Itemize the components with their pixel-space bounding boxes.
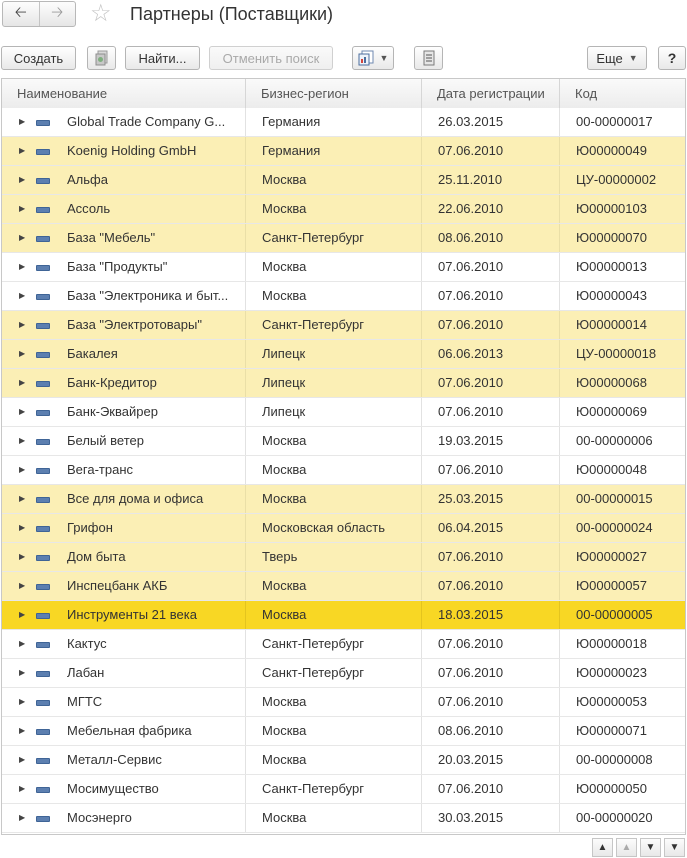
date-cell[interactable]: 08.06.2010 [421,717,559,745]
code-cell[interactable]: ЦУ-00000018 [559,340,685,368]
region-cell[interactable]: Германия [245,108,421,136]
partner-name: Koenig Holding GmbH [67,143,197,158]
code-cell[interactable]: 00-00000005 [559,601,685,629]
expand-arrow-icon[interactable]: ▶ [19,233,26,242]
partner-name: Global Trade Company G... [67,114,226,129]
catalog-item-icon [36,381,50,387]
date-cell[interactable]: 07.06.2010 [421,572,559,600]
title-bar [0,0,687,34]
table-header [2,79,685,109]
region-cell[interactable]: Липецк [245,369,421,397]
catalog-item-icon [36,671,50,677]
expand-arrow-icon[interactable]: ▶ [19,813,26,822]
table-row[interactable] [2,601,685,630]
catalog-item-icon [36,294,50,300]
navigation-buttons [2,1,76,27]
catalog-item-icon [36,323,50,329]
table-row[interactable] [2,137,685,166]
partner-name: Мосэнерго [67,810,132,825]
list-document-icon [423,50,435,66]
catalog-item-icon [36,613,50,619]
expand-arrow-icon[interactable]: ▶ [19,465,26,474]
expand-arrow-icon[interactable]: ▶ [19,291,26,300]
region-cell[interactable]: Московская область [245,514,421,542]
expand-arrow-icon[interactable]: ▶ [19,175,26,184]
name-cell[interactable] [2,630,245,658]
forward-button[interactable] [39,2,76,26]
table-row[interactable] [2,485,685,514]
catalog-item-icon [36,555,50,561]
expand-arrow-icon[interactable]: ▶ [19,204,26,213]
table-row[interactable] [2,514,685,543]
partner-name: Дом быта [67,549,126,564]
code-cell[interactable]: 00-00000017 [559,108,685,136]
date-cell[interactable]: 07.06.2010 [421,282,559,310]
code-cell[interactable]: ЦУ-00000002 [559,166,685,194]
table-row[interactable] [2,630,685,659]
code-cell[interactable]: Ю00000057 [559,572,685,600]
arrow-right-icon: 🡢 [51,3,64,21]
cancel-search-button[interactable]: Отменить поиск [209,46,333,70]
expand-arrow-icon[interactable]: ▶ [19,378,26,387]
catalog-item-icon [36,642,50,648]
code-cell[interactable]: Ю00000053 [559,688,685,716]
partner-name: Вега-транс [67,462,134,477]
catalog-item-icon [36,120,50,126]
region-cell[interactable]: Санкт-Петербург [245,775,421,803]
table-row[interactable] [2,282,685,311]
region-cell[interactable]: Санкт-Петербург [245,630,421,658]
name-cell[interactable] [2,775,245,803]
code-cell[interactable]: Ю00000013 [559,253,685,281]
region-cell[interactable]: Германия [245,137,421,165]
date-cell[interactable]: 06.06.2013 [421,340,559,368]
table-row[interactable] [2,775,685,804]
partners-table [1,78,686,835]
copy-document-icon [95,50,109,66]
code-cell[interactable]: 00-00000006 [559,427,685,455]
expand-arrow-icon[interactable]: ▶ [19,407,26,416]
region-cell[interactable]: Москва [245,804,421,832]
code-cell[interactable]: Ю00000027 [559,543,685,571]
help-button[interactable]: ? [658,46,686,70]
code-cell[interactable]: Ю00000014 [559,311,685,339]
expand-arrow-icon[interactable]: ▶ [19,494,26,503]
region-cell[interactable]: Москва [245,601,421,629]
expand-arrow-icon[interactable]: ▶ [19,349,26,358]
date-cell[interactable]: 07.06.2010 [421,137,559,165]
name-cell[interactable] [2,688,245,716]
name-cell[interactable] [2,659,245,687]
partner-name: База "Продукты" [67,259,168,274]
region-cell[interactable]: Москва [245,427,421,455]
copy-button[interactable] [87,46,116,70]
code-cell[interactable]: Ю00000103 [559,195,685,223]
date-cell[interactable]: 22.06.2010 [421,195,559,223]
region-cell[interactable]: Тверь [245,543,421,571]
code-cell[interactable]: Ю00000069 [559,398,685,426]
partner-name: База "Электроника и быт... [67,288,229,303]
table-row[interactable] [2,166,685,195]
expand-arrow-icon[interactable]: ▶ [19,726,26,735]
code-cell[interactable]: 00-00000015 [559,485,685,513]
table-row[interactable] [2,340,685,369]
catalog-item-icon [36,265,50,271]
code-cell[interactable]: Ю00000070 [559,224,685,252]
create-button[interactable]: Создать [1,46,76,70]
partner-name: Белый ветер [67,433,144,448]
column-header-region[interactable]: Бизнес-регион [245,79,421,108]
arrow-up-icon: ▲ [621,842,632,853]
table-row[interactable] [2,108,685,137]
catalog-item-icon [36,816,50,822]
catalog-item-icon [36,468,50,474]
catalog-item-icon [36,352,50,358]
date-cell[interactable]: 06.04.2015 [421,514,559,542]
page-title: Партнеры (Поставщики) [130,4,334,24]
partner-name: База "Мебель" [67,230,156,245]
partner-name: Банк-Эквайрер [67,404,158,419]
name-cell[interactable] [2,398,245,426]
region-cell[interactable]: Москва [245,166,421,194]
table-row[interactable] [2,659,685,688]
expand-arrow-icon[interactable]: ▶ [19,639,26,648]
date-cell[interactable]: 19.03.2015 [421,427,559,455]
name-cell[interactable] [2,427,245,455]
toolbar [0,46,687,72]
expand-arrow-icon[interactable]: ▶ [19,610,26,619]
date-cell[interactable]: 25.11.2010 [421,166,559,194]
catalog-item-icon [36,178,50,184]
chevron-down-icon: ▼ [379,53,389,63]
table-row[interactable] [2,543,685,572]
date-cell[interactable]: 07.06.2010 [421,659,559,687]
expand-arrow-icon[interactable]: ▶ [19,146,26,155]
code-cell[interactable]: Ю00000049 [559,137,685,165]
table-row[interactable] [2,717,685,746]
table-row[interactable] [2,224,685,253]
date-cell[interactable]: 07.06.2010 [421,775,559,803]
code-cell[interactable]: Ю00000018 [559,630,685,658]
date-cell[interactable]: 18.03.2015 [421,601,559,629]
date-cell[interactable]: 30.03.2015 [421,804,559,832]
partner-name: Банк-Кредитор [67,375,157,390]
code-cell[interactable]: Ю00000023 [559,659,685,687]
table-row[interactable] [2,253,685,282]
name-cell[interactable] [2,253,245,281]
table-row[interactable] [2,746,685,775]
expand-arrow-icon[interactable]: ▶ [19,523,26,532]
scroll-to-top-button[interactable] [592,838,613,857]
expand-arrow-icon[interactable]: ▶ [19,668,26,677]
name-cell[interactable] [2,311,245,339]
date-cell[interactable]: 25.03.2015 [421,485,559,513]
expand-arrow-icon[interactable]: ▶ [19,552,26,561]
table-row[interactable] [2,456,685,485]
scroll-down-button[interactable] [640,838,661,857]
name-cell[interactable] [2,137,245,165]
catalog-item-icon [36,410,50,416]
catalog-item-icon [36,787,50,793]
region-cell[interactable]: Санкт-Петербург [245,659,421,687]
name-cell[interactable] [2,456,245,484]
table-row[interactable] [2,369,685,398]
region-cell[interactable]: Санкт-Петербург [245,311,421,339]
date-cell[interactable]: 08.06.2010 [421,224,559,252]
partner-name: Грифон [67,520,113,535]
expand-arrow-icon[interactable]: ▶ [19,755,26,764]
code-cell[interactable]: 00-00000024 [559,514,685,542]
partner-name: Мосимущество [67,781,159,796]
region-cell[interactable]: Москва [245,282,421,310]
table-row[interactable] [2,688,685,717]
region-cell[interactable]: Москва [245,456,421,484]
table-row[interactable] [2,398,685,427]
scroll-to-bottom-button[interactable] [664,838,685,857]
expand-arrow-icon[interactable]: ▶ [19,320,26,329]
find-button[interactable]: Найти... [125,46,200,70]
reports-icon [358,50,374,66]
code-cell[interactable]: Ю00000048 [559,456,685,484]
column-header-date[interactable]: Дата регистрации [421,79,559,108]
column-header-code[interactable]: Код [559,79,685,108]
region-cell[interactable]: Москва [245,253,421,281]
name-cell[interactable] [2,804,245,832]
region-cell[interactable]: Москва [245,717,421,745]
partner-name: Альфа [67,172,108,187]
date-cell[interactable]: 07.06.2010 [421,543,559,571]
partner-name: Бакалея [67,346,118,361]
date-cell[interactable]: 07.06.2010 [421,398,559,426]
column-header-name[interactable]: Наименование [17,86,108,101]
name-cell[interactable] [2,543,245,571]
catalog-item-icon [36,729,50,735]
table-row[interactable] [2,311,685,340]
partner-name: База "Электротовары" [67,317,202,332]
scroll-top-icon: ▲ [597,842,608,853]
date-cell[interactable]: 26.03.2015 [421,108,559,136]
code-cell[interactable]: 00-00000008 [559,746,685,774]
expand-arrow-icon[interactable]: ▶ [19,697,26,706]
region-cell[interactable]: Москва [245,688,421,716]
catalog-item-icon [36,236,50,242]
table-row[interactable] [2,427,685,456]
region-cell[interactable]: Москва [245,572,421,600]
region-cell[interactable]: Липецк [245,398,421,426]
date-cell[interactable]: 07.06.2010 [421,253,559,281]
date-cell[interactable]: 20.03.2015 [421,746,559,774]
partner-name: Металл-Сервис [67,752,162,767]
code-cell[interactable]: Ю00000071 [559,717,685,745]
partner-name: Ассоль [67,201,111,216]
name-cell[interactable] [2,282,245,310]
date-cell[interactable]: 07.06.2010 [421,311,559,339]
region-cell[interactable]: Москва [245,195,421,223]
chevron-down-icon: ▼ [628,53,638,63]
scroll-up-button[interactable] [616,838,637,857]
partner-name: Инспецбанк АКБ [67,578,168,593]
catalog-item-icon [36,758,50,764]
scroll-bottom-icon: ▼ [669,842,680,853]
expand-arrow-icon[interactable]: ▶ [19,784,26,793]
arrow-down-icon: ▼ [645,842,656,853]
code-cell[interactable]: Ю00000050 [559,775,685,803]
region-cell[interactable]: Липецк [245,340,421,368]
date-cell[interactable]: 07.06.2010 [421,630,559,658]
region-cell[interactable]: Москва [245,746,421,774]
name-cell[interactable] [2,340,245,368]
date-cell[interactable]: 07.06.2010 [421,688,559,716]
table-row[interactable] [2,804,685,833]
partner-name: МГТС [67,694,103,709]
more-menu-button[interactable] [587,46,647,70]
name-cell[interactable] [2,195,245,223]
expand-arrow-icon[interactable]: ▶ [19,262,26,271]
name-cell[interactable] [2,572,245,600]
table-row[interactable] [2,195,685,224]
name-cell[interactable] [2,166,245,194]
expand-arrow-icon[interactable]: ▶ [19,436,26,445]
list-settings-button[interactable] [414,46,443,70]
partner-name: Инструменты 21 века [67,607,197,622]
code-cell[interactable]: Ю00000043 [559,282,685,310]
catalog-item-icon [36,584,50,590]
back-button[interactable] [3,2,39,26]
expand-arrow-icon[interactable]: ▶ [19,117,26,126]
catalog-item-icon [36,526,50,532]
catalog-item-icon [36,439,50,445]
catalog-item-icon [36,700,50,706]
partner-name: Лабан [67,665,105,680]
code-cell[interactable]: Ю00000068 [559,369,685,397]
date-cell[interactable]: 07.06.2010 [421,369,559,397]
name-cell[interactable] [2,485,245,513]
catalog-item-icon [36,149,50,155]
catalog-item-icon [36,207,50,213]
expand-arrow-icon[interactable]: ▶ [19,581,26,590]
partner-name: Все для дома и офиса [67,491,204,506]
name-cell[interactable] [2,601,245,629]
name-cell[interactable] [2,224,245,252]
report-menu-button[interactable] [352,46,394,70]
catalog-item-icon [36,497,50,503]
name-cell[interactable] [2,369,245,397]
region-cell[interactable]: Санкт-Петербург [245,224,421,252]
code-cell[interactable]: 00-00000020 [559,804,685,832]
date-cell[interactable]: 07.06.2010 [421,456,559,484]
arrow-left-icon: 🡠 [14,3,27,21]
region-cell[interactable]: Москва [245,485,421,513]
name-cell[interactable] [2,108,245,136]
partner-name: Мебельная фабрика [67,723,192,738]
name-cell[interactable] [2,717,245,745]
partner-name: Кактус [67,636,107,651]
more-label: Еще [596,50,623,66]
star-outline-icon[interactable]: ☆ [90,0,112,27]
name-cell[interactable] [2,746,245,774]
name-cell[interactable] [2,514,245,542]
table-row[interactable] [2,572,685,601]
